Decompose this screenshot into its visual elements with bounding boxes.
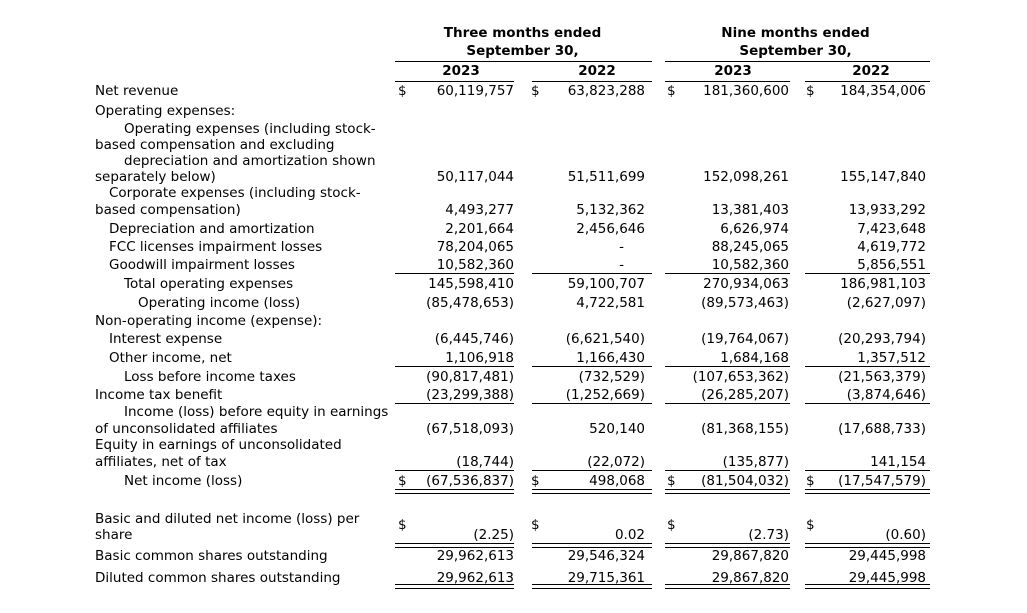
value-net-income-col4: (17,547,579) [838, 473, 926, 489]
value-other-income-col1: 1,106,918 [445, 350, 514, 366]
dollar-sign: $ [806, 83, 815, 99]
value-interest-expense-col3: (19,764,067) [701, 331, 789, 347]
value-operating-expenses-col3: 152,098,261 [703, 169, 789, 185]
value-operating-income-col3: (89,573,463) [701, 295, 789, 311]
subtotal-rule [532, 403, 652, 404]
label-operating-expenses-header: Operating expenses: [95, 103, 236, 119]
label-net-revenue: Net revenue [95, 83, 179, 99]
value-income-tax-benefit-col2: (1,252,669) [565, 387, 645, 403]
subtotal-rule [805, 470, 930, 471]
value-interest-expense-col1: (6,445,746) [434, 331, 514, 347]
dollar-sign: $ [531, 83, 540, 99]
value-eps-col1: (2.25) [473, 527, 514, 543]
label-income-before-equity-line2: of unconsolidated affiliates [95, 421, 278, 437]
subtotal-rule [805, 403, 930, 404]
label-income-before-equity-line1: Income (loss) before equity in earnings [124, 404, 389, 420]
label-diluted-shares: Diluted common shares outstanding [95, 570, 341, 586]
value-corporate-expenses-col4: 13,933,292 [848, 202, 926, 218]
eps-double-rule [395, 543, 514, 548]
value-eps-col3: (2.73) [748, 527, 789, 543]
dollar-sign: $ [531, 517, 540, 533]
subtotal-rule [532, 366, 652, 367]
value-other-income-col4: 1,357,512 [857, 350, 926, 366]
value-depreciation-col4: 7,423,648 [857, 221, 926, 237]
label-income-tax-benefit: Income tax benefit [95, 387, 223, 403]
dollar-sign: $ [398, 517, 407, 533]
label-corporate-expenses-line1: Corporate expenses (including stock- [109, 185, 361, 201]
label-eps-line1: Basic and diluted net income (loss) per [95, 511, 360, 527]
label-operating-expenses-line1: Operating expenses (including stock- [124, 121, 376, 137]
total-double-rule [805, 489, 930, 494]
label-operating-expenses-line4: separately below) [95, 169, 216, 185]
label-equity-in-earnings-line1: Equity in earnings of unconsolidated [95, 437, 342, 453]
value-corporate-expenses-col1: 4,493,277 [445, 202, 514, 218]
subtotal-rule [665, 273, 790, 274]
value-basic-shares-col3: 29,867,820 [711, 548, 789, 564]
shares-double-rule [532, 584, 652, 589]
year-header-1: 2023 [442, 63, 480, 79]
header-rule-three-months [395, 61, 652, 62]
value-goodwill-impairment-col1: 10,582,360 [436, 257, 514, 273]
year-rule-4 [805, 81, 930, 82]
value-net-income-col2: 498,068 [589, 473, 645, 489]
value-goodwill-impairment-col4: 5,856,551 [857, 257, 926, 273]
subtotal-rule [665, 470, 790, 471]
value-depreciation-col3: 6,626,974 [720, 221, 789, 237]
label-basic-shares: Basic common shares outstanding [95, 548, 328, 564]
subtotal-rule [395, 470, 514, 471]
value-fcc-impairment-col3: 88,245,065 [711, 239, 789, 255]
value-income-before-equity-col4: (17,688,733) [838, 421, 926, 437]
value-net-revenue-col3: 181,360,600 [703, 83, 789, 99]
value-basic-shares-col4: 29,445,998 [848, 548, 926, 564]
shares-double-rule [665, 584, 790, 589]
value-fcc-impairment-col2: - [619, 239, 624, 255]
year-header-3: 2023 [714, 63, 752, 79]
value-basic-shares-col2: 29,546,324 [567, 548, 645, 564]
header-nine-months-line1: Nine months ended [721, 25, 870, 41]
value-eps-col4: (0.60) [885, 527, 926, 543]
year-header-2: 2022 [578, 63, 616, 79]
value-loss-before-taxes-col1: (90,817,481) [426, 369, 514, 385]
label-depreciation: Depreciation and amortization [109, 221, 315, 237]
value-operating-expenses-col4: 155,147,840 [840, 169, 926, 185]
value-operating-income-col4: (2,627,097) [846, 295, 926, 311]
label-equity-in-earnings-line2: affiliates, net of tax [95, 454, 227, 470]
value-depreciation-col2: 2,456,646 [576, 221, 645, 237]
value-income-before-equity-col1: (67,518,093) [426, 421, 514, 437]
value-interest-expense-col4: (20,293,794) [838, 331, 926, 347]
value-goodwill-impairment-col3: 10,582,360 [711, 257, 789, 273]
value-total-operating-expenses-col1: 145,598,410 [428, 276, 514, 292]
value-fcc-impairment-col1: 78,204,065 [436, 239, 514, 255]
label-loss-before-taxes: Loss before income taxes [124, 369, 296, 385]
value-diluted-shares-col1: 29,962,613 [436, 570, 514, 586]
label-goodwill-impairment: Goodwill impairment losses [109, 257, 295, 273]
eps-double-rule [665, 543, 790, 548]
total-double-rule [665, 489, 790, 494]
value-loss-before-taxes-col3: (107,653,362) [692, 369, 789, 385]
value-net-revenue-col4: 184,354,006 [840, 83, 926, 99]
label-net-income: Net income (loss) [124, 473, 243, 489]
value-goodwill-impairment-col2: - [619, 257, 624, 273]
value-equity-in-earnings-col3: (135,877) [722, 454, 789, 470]
subtotal-rule [395, 273, 514, 274]
header-three-months-line1: Three months ended [443, 25, 602, 41]
subtotal-rule [805, 273, 930, 274]
value-operating-expenses-col2: 51,511,699 [567, 169, 645, 185]
value-net-income-col1: (67,536,837) [426, 473, 514, 489]
value-diluted-shares-col4: 29,445,998 [848, 570, 926, 586]
dollar-sign: $ [806, 473, 815, 489]
value-net-revenue-col2: 63,823,288 [567, 83, 645, 99]
label-fcc-impairment: FCC licenses impairment losses [109, 239, 323, 255]
shares-double-rule [395, 584, 514, 589]
label-corporate-expenses-line2: based compensation) [95, 202, 241, 218]
value-net-income-col3: (81,504,032) [701, 473, 789, 489]
value-equity-in-earnings-col2: (22,072) [587, 454, 645, 470]
dollar-sign: $ [667, 473, 676, 489]
header-three-months-line2: September 30, [466, 43, 579, 59]
subtotal-rule [805, 366, 930, 367]
subtotal-rule [665, 366, 790, 367]
value-total-operating-expenses-col4: 186,981,103 [840, 276, 926, 292]
value-income-tax-benefit-col3: (26,285,207) [701, 387, 789, 403]
value-other-income-col3: 1,684,168 [720, 350, 789, 366]
dollar-sign: $ [667, 517, 676, 533]
value-corporate-expenses-col3: 13,381,403 [711, 202, 789, 218]
value-basic-shares-col1: 29,962,613 [436, 548, 514, 564]
value-income-before-equity-col3: (81,368,155) [701, 421, 789, 437]
total-double-rule [395, 489, 514, 494]
value-loss-before-taxes-col4: (21,563,379) [838, 369, 926, 385]
value-income-tax-benefit-col1: (23,299,388) [426, 387, 514, 403]
value-diluted-shares-col3: 29,867,820 [711, 570, 789, 586]
label-eps-line2: share [95, 527, 133, 543]
value-equity-in-earnings-col1: (18,744) [456, 454, 514, 470]
subtotal-rule [665, 403, 790, 404]
value-total-operating-expenses-col3: 270,934,063 [703, 276, 789, 292]
header-rule-nine-months [665, 61, 930, 62]
eps-double-rule [805, 543, 930, 548]
subtotal-rule [395, 403, 514, 404]
subtotal-rule [395, 366, 514, 367]
label-operating-expenses-line2: based compensation and excluding [95, 137, 335, 153]
total-double-rule [532, 489, 652, 494]
value-operating-income-col2: 4,722,581 [576, 295, 645, 311]
shares-double-rule [805, 584, 930, 589]
value-other-income-col2: 1,166,430 [576, 350, 645, 366]
value-interest-expense-col2: (6,621,540) [565, 331, 645, 347]
value-operating-expenses-col1: 50,117,044 [436, 169, 514, 185]
label-operating-income: Operating income (loss) [138, 295, 301, 311]
value-equity-in-earnings-col4: 141,154 [870, 454, 926, 470]
value-income-before-equity-col2: 520,140 [589, 421, 645, 437]
year-rule-3 [665, 81, 790, 82]
dollar-sign: $ [398, 473, 407, 489]
dollar-sign: $ [398, 83, 407, 99]
label-operating-expenses-line3: depreciation and amortization shown [124, 153, 376, 169]
value-fcc-impairment-col4: 4,619,772 [857, 239, 926, 255]
value-diluted-shares-col2: 29,715,361 [567, 570, 645, 586]
label-other-income: Other income, net [109, 350, 232, 366]
dollar-sign: $ [531, 473, 540, 489]
year-header-4: 2022 [852, 63, 890, 79]
label-total-operating-expenses: Total operating expenses [124, 276, 294, 292]
value-net-revenue-col1: 60,119,757 [436, 83, 514, 99]
value-depreciation-col1: 2,201,664 [445, 221, 514, 237]
label-non-operating-header: Non-operating income (expense): [95, 313, 323, 329]
value-loss-before-taxes-col2: (732,529) [578, 369, 645, 385]
value-corporate-expenses-col2: 5,132,362 [576, 202, 645, 218]
value-operating-income-col1: (85,478,653) [426, 295, 514, 311]
value-eps-col2: 0.02 [614, 527, 645, 543]
value-total-operating-expenses-col2: 59,100,707 [567, 276, 645, 292]
subtotal-rule [532, 470, 652, 471]
value-income-tax-benefit-col4: (3,874,646) [846, 387, 926, 403]
header-nine-months-line2: September 30, [739, 43, 852, 59]
dollar-sign: $ [806, 517, 815, 533]
year-rule-2 [532, 81, 652, 82]
subtotal-rule [532, 273, 652, 274]
dollar-sign: $ [667, 83, 676, 99]
year-rule-1 [395, 81, 514, 82]
label-interest-expense: Interest expense [109, 331, 223, 347]
eps-double-rule [532, 543, 652, 548]
